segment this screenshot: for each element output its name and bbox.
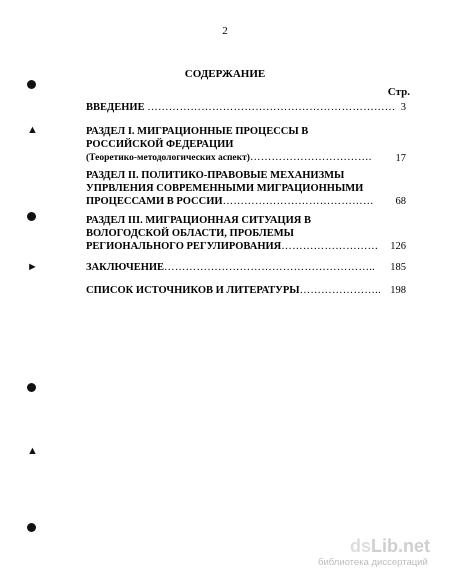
toc-leader: ……………………… — [281, 241, 379, 252]
toc-entry-title: ПРОЦЕССАМИ В РОССИИ — [86, 196, 223, 207]
page-column-header: Стр. — [387, 86, 410, 98]
toc-entry-title: СПИСОК ИСТОЧНИКОВ И ЛИТЕРАТУРЫ — [86, 285, 300, 296]
scan-artifact-mark: ► — [27, 261, 38, 273]
scan-artifact-mark: ▲ — [27, 445, 38, 457]
toc-entry-title: УПРВЛЕНИЯ СОВРЕМЕННЫМИ МИГРАЦИОННЫМИ — [86, 183, 364, 194]
toc-page-number: 126 — [390, 241, 406, 252]
toc-page-number: 3 — [400, 102, 406, 113]
toc-entry-title: РЕГИОНАЛЬНОГО РЕГУЛИРОВАНИЯ — [86, 241, 282, 252]
toc-page-number: 198 — [390, 285, 406, 296]
toc-page-number: 68 — [395, 196, 406, 207]
toc-entry-subtitle: (Теоретико-методологических аспект) — [86, 153, 250, 163]
toc-leader: ………………………………………………….. — [164, 262, 376, 273]
toc-entry-introduction[interactable] — [86, 101, 406, 114]
toc-leader: ………………….. — [299, 285, 382, 296]
toc-leader: ……………………………. — [249, 152, 372, 163]
logo-lib: Lib.net — [371, 536, 431, 556]
punch-hole-mark — [27, 523, 36, 532]
toc-entry-references[interactable] — [86, 284, 406, 297]
scan-artifact-mark: ▲ — [27, 124, 38, 136]
toc-page-number: 185 — [390, 262, 406, 273]
page-number: 2 — [222, 25, 228, 37]
toc-entry-title: РОССИЙСКОЙ ФЕДЕРАЦИИ — [86, 139, 234, 150]
toc-entry-conclusion[interactable] — [86, 261, 406, 274]
toc-title: СОДЕРЖАНИЕ — [184, 68, 266, 80]
toc-leader: …………………………………………………………… — [147, 102, 396, 113]
toc-entry-title: РАЗДЕЛ III. МИГРАЦИОННАЯ СИТУАЦИЯ В — [86, 215, 311, 226]
toc-entry-title: ВВЕДЕНИЕ — [86, 102, 145, 113]
toc-page-number: 17 — [395, 153, 406, 164]
toc-entry-title: РАЗДЕЛ I. МИГРАЦИОННЫЕ ПРОЦЕССЫ В — [86, 126, 309, 137]
logo-ds: ds — [350, 536, 372, 556]
punch-hole-mark — [27, 212, 36, 221]
punch-hole-mark — [27, 80, 36, 89]
toc-entry-section-2[interactable] — [86, 169, 406, 208]
toc-entry-title: ЗАКЛЮЧЕНИЕ — [86, 262, 165, 273]
punch-hole-mark — [27, 383, 36, 392]
toc-entry-title: РАЗДЕЛ II. ПОЛИТИКО-ПРАВОВЫЕ МЕХАНИЗМЫ — [86, 170, 345, 181]
logo-tagline: библиотека диссертаций — [318, 557, 428, 568]
toc-entry-section-3[interactable] — [86, 214, 406, 253]
toc-entry-section-1[interactable] — [86, 125, 406, 165]
dslib-watermark-logo — [318, 536, 450, 568]
toc-entry-title: ВОЛОГОДСКОЙ ОБЛАСТИ, ПРОБЛЕМЫ — [86, 228, 294, 239]
toc-leader: …………………………………… — [222, 196, 374, 207]
